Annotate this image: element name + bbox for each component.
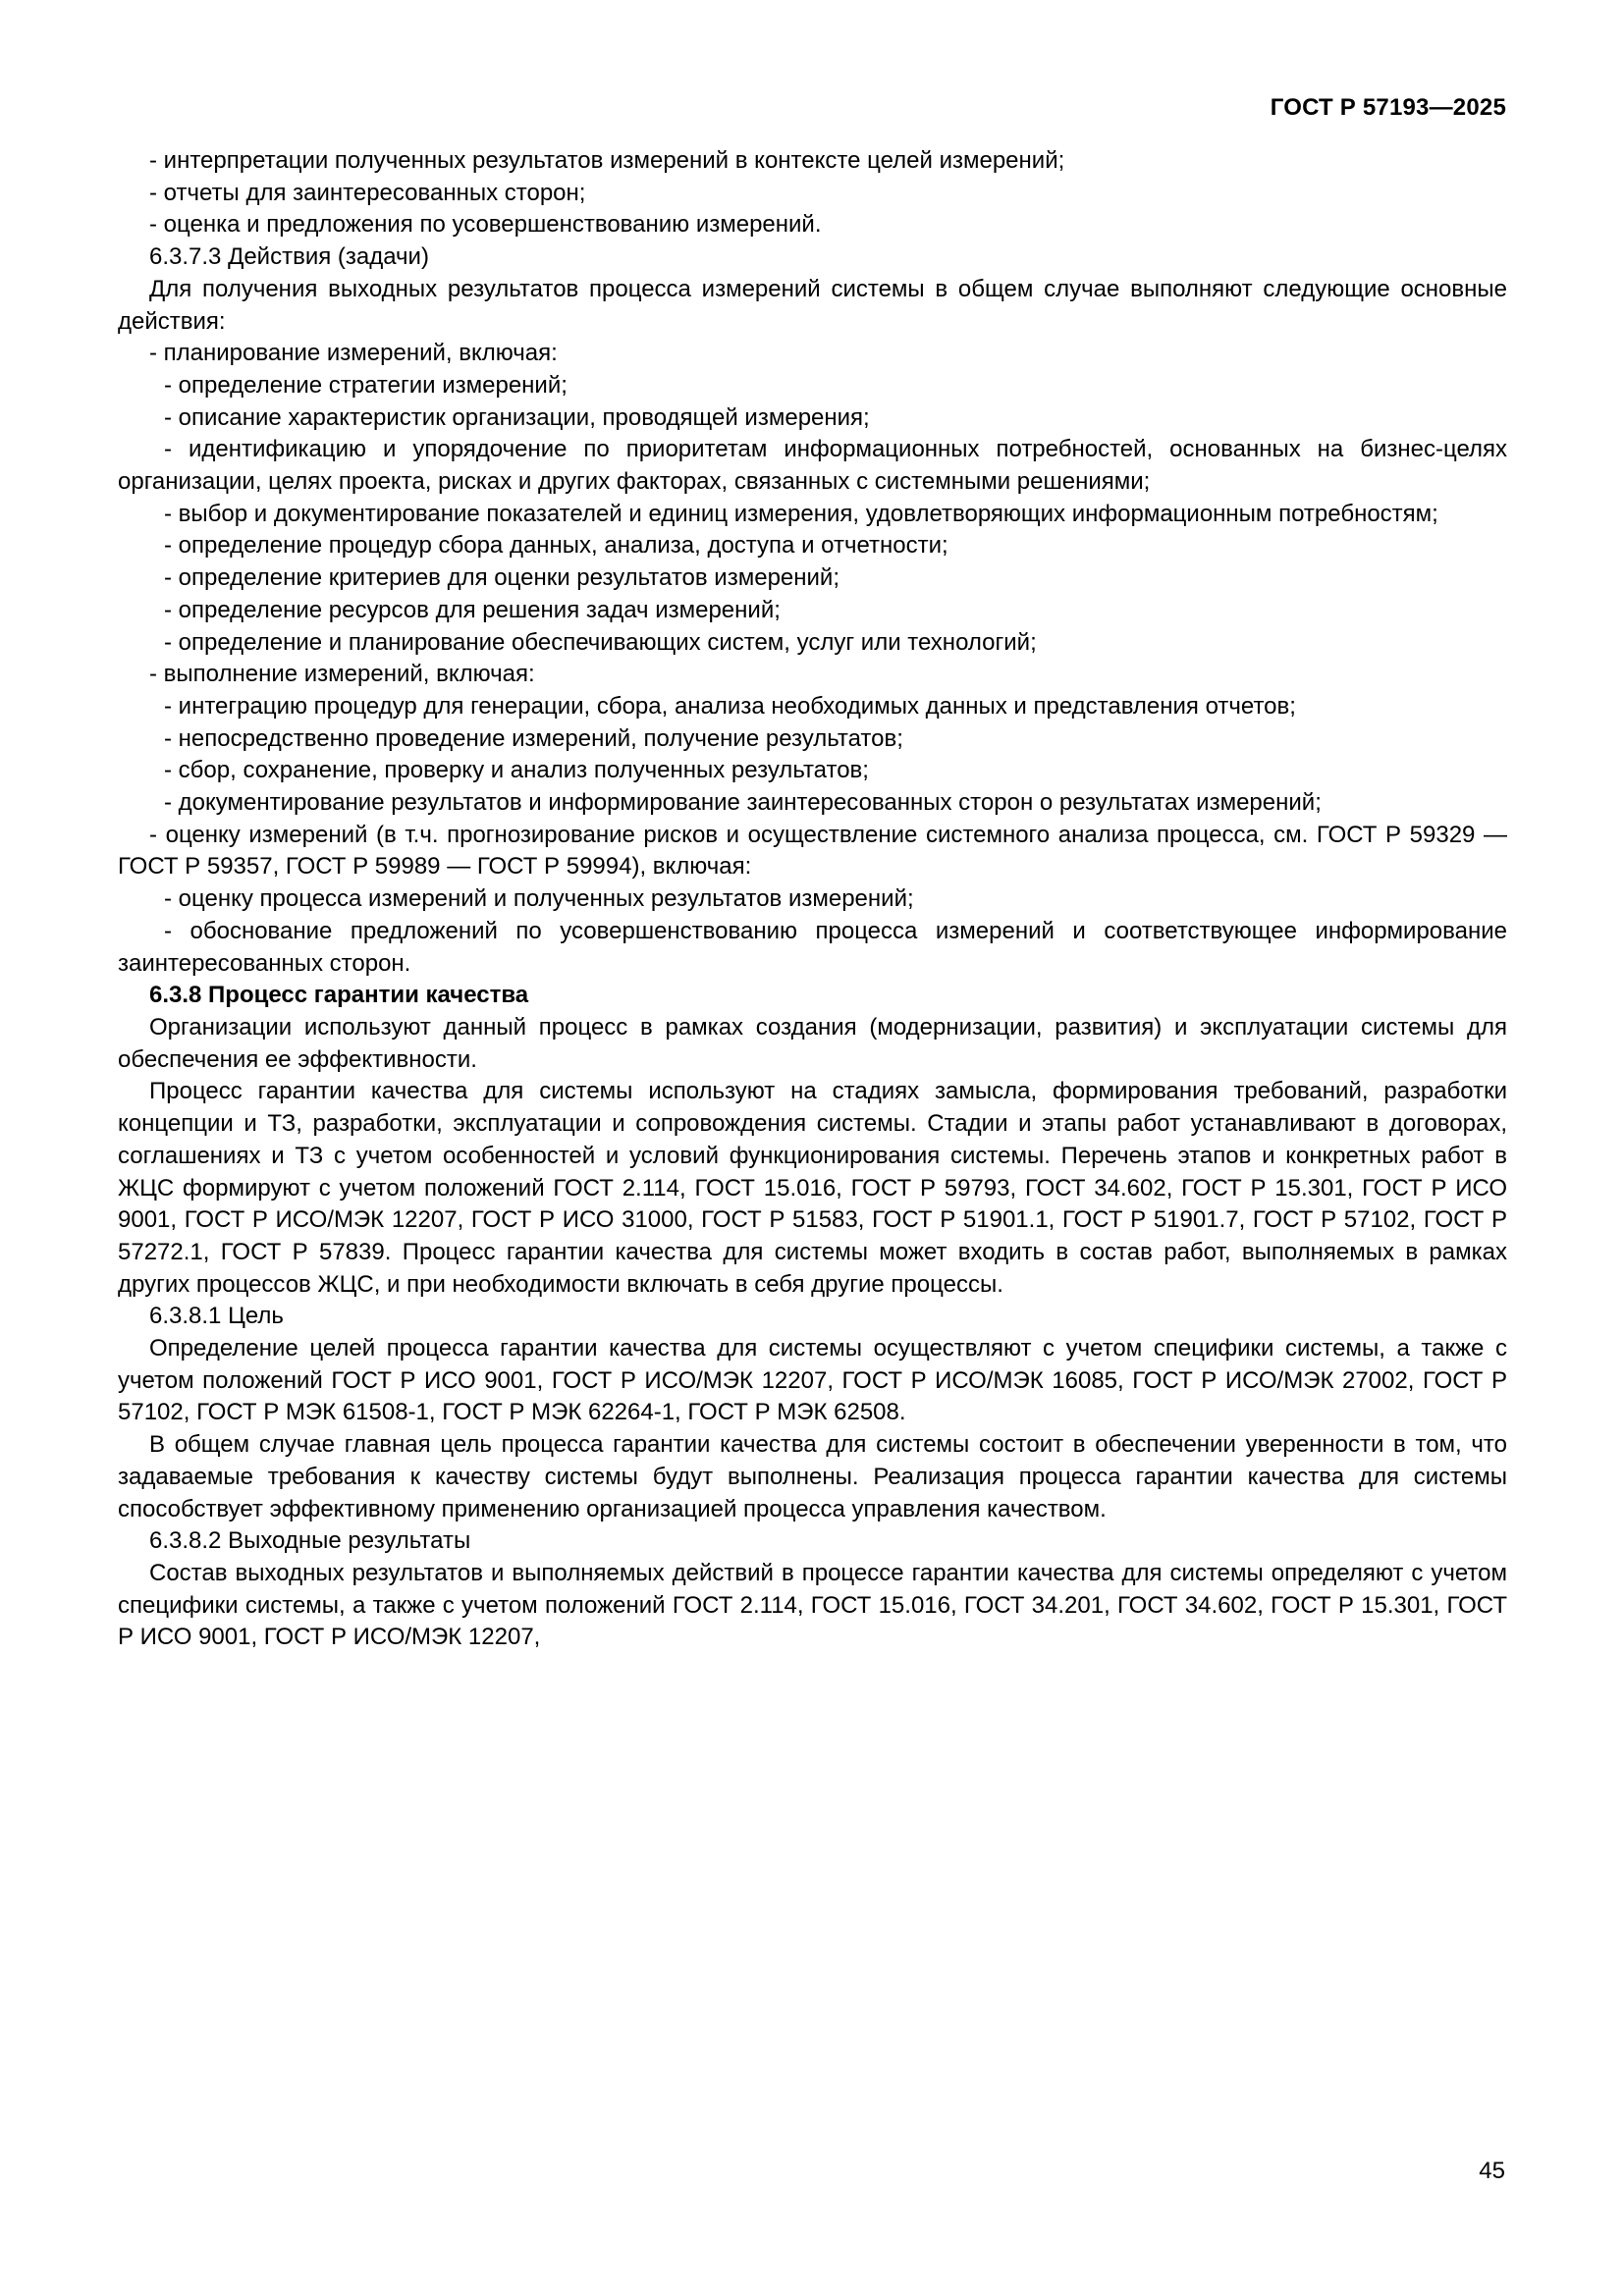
paragraph: В общем случае главная цель процесса гарантии качества для системы состоит в обеспечении уверенности в том, что задаваемые требования к качеству системы будут выполнены. Реализация процесса гарантии качества для системы способствует эффективному применению организацией процесса управления качеством. — [118, 1431, 1507, 1522]
document-code-header: ГОСТ Р 57193—2025 — [1270, 94, 1506, 121]
paragraph: - документирование результатов и информирование заинтересованных сторон о результатах измерений; — [164, 789, 1322, 817]
paragraph: - планирование измерений, включая: — [149, 340, 558, 367]
paragraph: - определение и планирование обеспечивающих систем, услуг или технологий; — [164, 628, 1037, 656]
paragraph: Для получения выходных результатов процесса измерений системы в общем случае выполняют следующие основные действия: — [118, 275, 1507, 335]
paragraph: Состав выходных результатов и выполняемых действий в процессе гарантии качества для системы определяют с учетом специфики системы, а также с учетом положений ГОСТ 2.114, ГОСТ 15.016, ГОСТ 34.201, ГОСТ 34.602, ГОСТ Р 15.301, ГОСТ Р ИСО 9001, ГОСТ Р ИСО/МЭК 12207, — [118, 1559, 1507, 1651]
page-number: 45 — [1479, 2158, 1505, 2184]
section-heading: 6.3.8 Процесс гарантии качества — [149, 982, 529, 1009]
paragraph: - определение стратегии измерений; — [164, 371, 568, 399]
paragraph: - сбор, сохранение, проверку и анализ полученных результатов; — [164, 757, 869, 784]
section-heading: 6.3.8.2 Выходные результаты — [149, 1527, 471, 1555]
document-body — [118, 145, 1507, 1654]
paragraph: - оценку процесса измерений и полученных результатов измерений; — [164, 885, 914, 913]
paragraph: - интеграцию процедур для генерации, сбора, анализа необходимых данных и представления отчетов; — [164, 692, 1296, 720]
paragraph: - определение критериев для оценки результатов измерений; — [164, 564, 839, 592]
paragraph: - обоснование предложений по усовершенствованию процесса измерений и соответствующее информирование заинтересованных сторон. — [118, 917, 1507, 977]
paragraph: - определение процедур сбора данных, анализа, доступа и отчетности; — [164, 532, 948, 560]
paragraph: Определение целей процесса гарантии качества для системы осуществляют с учетом специфики системы, а также с учетом положений ГОСТ Р ИСО 9001, ГОСТ Р ИСО/МЭК 12207, ГОСТ Р ИСО/МЭК 16085, ГОСТ Р ИСО/МЭК 27002, ГОСТ Р 57102, ГОСТ Р МЭК 61508-1, ГОСТ Р МЭК 62264-1, ГОСТ Р МЭК 62508. — [118, 1335, 1507, 1426]
paragraph: Процесс гарантии качества для системы используют на стадиях замысла, формирования требований, разработки концепции и ТЗ, разработки, эксплуатации и сопровождения системы. Стадии и этапы работ устанавливают в договорах, соглашениях и ТЗ с учетом особенностей и условий функционирования системы. Перечень этапов и конкретных работ в ЖЦС формируют с учетом положений ГОСТ 2.114, ГОСТ 15.016, ГОСТ Р 59793, ГОСТ 34.602, ГОСТ Р 15.301, ГОСТ Р ИСО 9001, ГОСТ Р ИСО/МЭК 12207, ГОСТ Р ИСО 31000, ГОСТ Р 51583, ГОСТ Р 51901.1, ГОСТ Р 51901.7, ГОСТ Р 57102, ГОСТ Р 57272.1, ГОСТ Р 57839. Процесс гарантии качества для системы может входить в состав работ, выполняемых в рамках других процессов ЖЦС, и при необходимости включать в себя другие процессы. — [118, 1078, 1507, 1298]
paragraph: - описание характеристик организации, проводящей измерения; — [164, 403, 870, 431]
paragraph: - непосредственно проведение измерений, получение результатов; — [164, 724, 903, 752]
section-heading: 6.3.8.1 Цель — [149, 1303, 284, 1330]
paragraph: - идентификацию и упорядочение по приоритетам информационных потребностей, основанных на бизнес-целях организации, целях проекта, рисках и других факторах, связанных с системными решениями; — [118, 436, 1507, 496]
paragraph: Организации используют данный процесс в рамках создания (модернизации, развития) и эксплуатации системы для обеспечения ее эффективности. — [118, 1013, 1507, 1073]
paragraph: - выбор и документирование показателей и единиц измерения, удовлетворяющих информационным потребностям; — [164, 500, 1438, 527]
paragraph: - определение ресурсов для решения задач измерений; — [164, 596, 781, 623]
section-heading: 6.3.7.3 Действия (задачи) — [149, 243, 429, 271]
paragraph: - выполнение измерений, включая: — [149, 661, 535, 688]
paragraph: - оценку измерений (в т.ч. прогнозирование рисков и осуществление системного анализа процесса, см. ГОСТ Р 59329 — ГОСТ Р 59357, ГОСТ Р 59989 — ГОСТ Р 59994), включая: — [118, 821, 1507, 881]
paragraph: - интерпретации полученных результатов измерений в контексте целей измерений; — [149, 147, 1065, 174]
paragraph: - отчеты для заинтересованных сторон; — [149, 179, 586, 206]
paragraph: - оценка и предложения по усовершенствованию измерений. — [149, 211, 822, 239]
